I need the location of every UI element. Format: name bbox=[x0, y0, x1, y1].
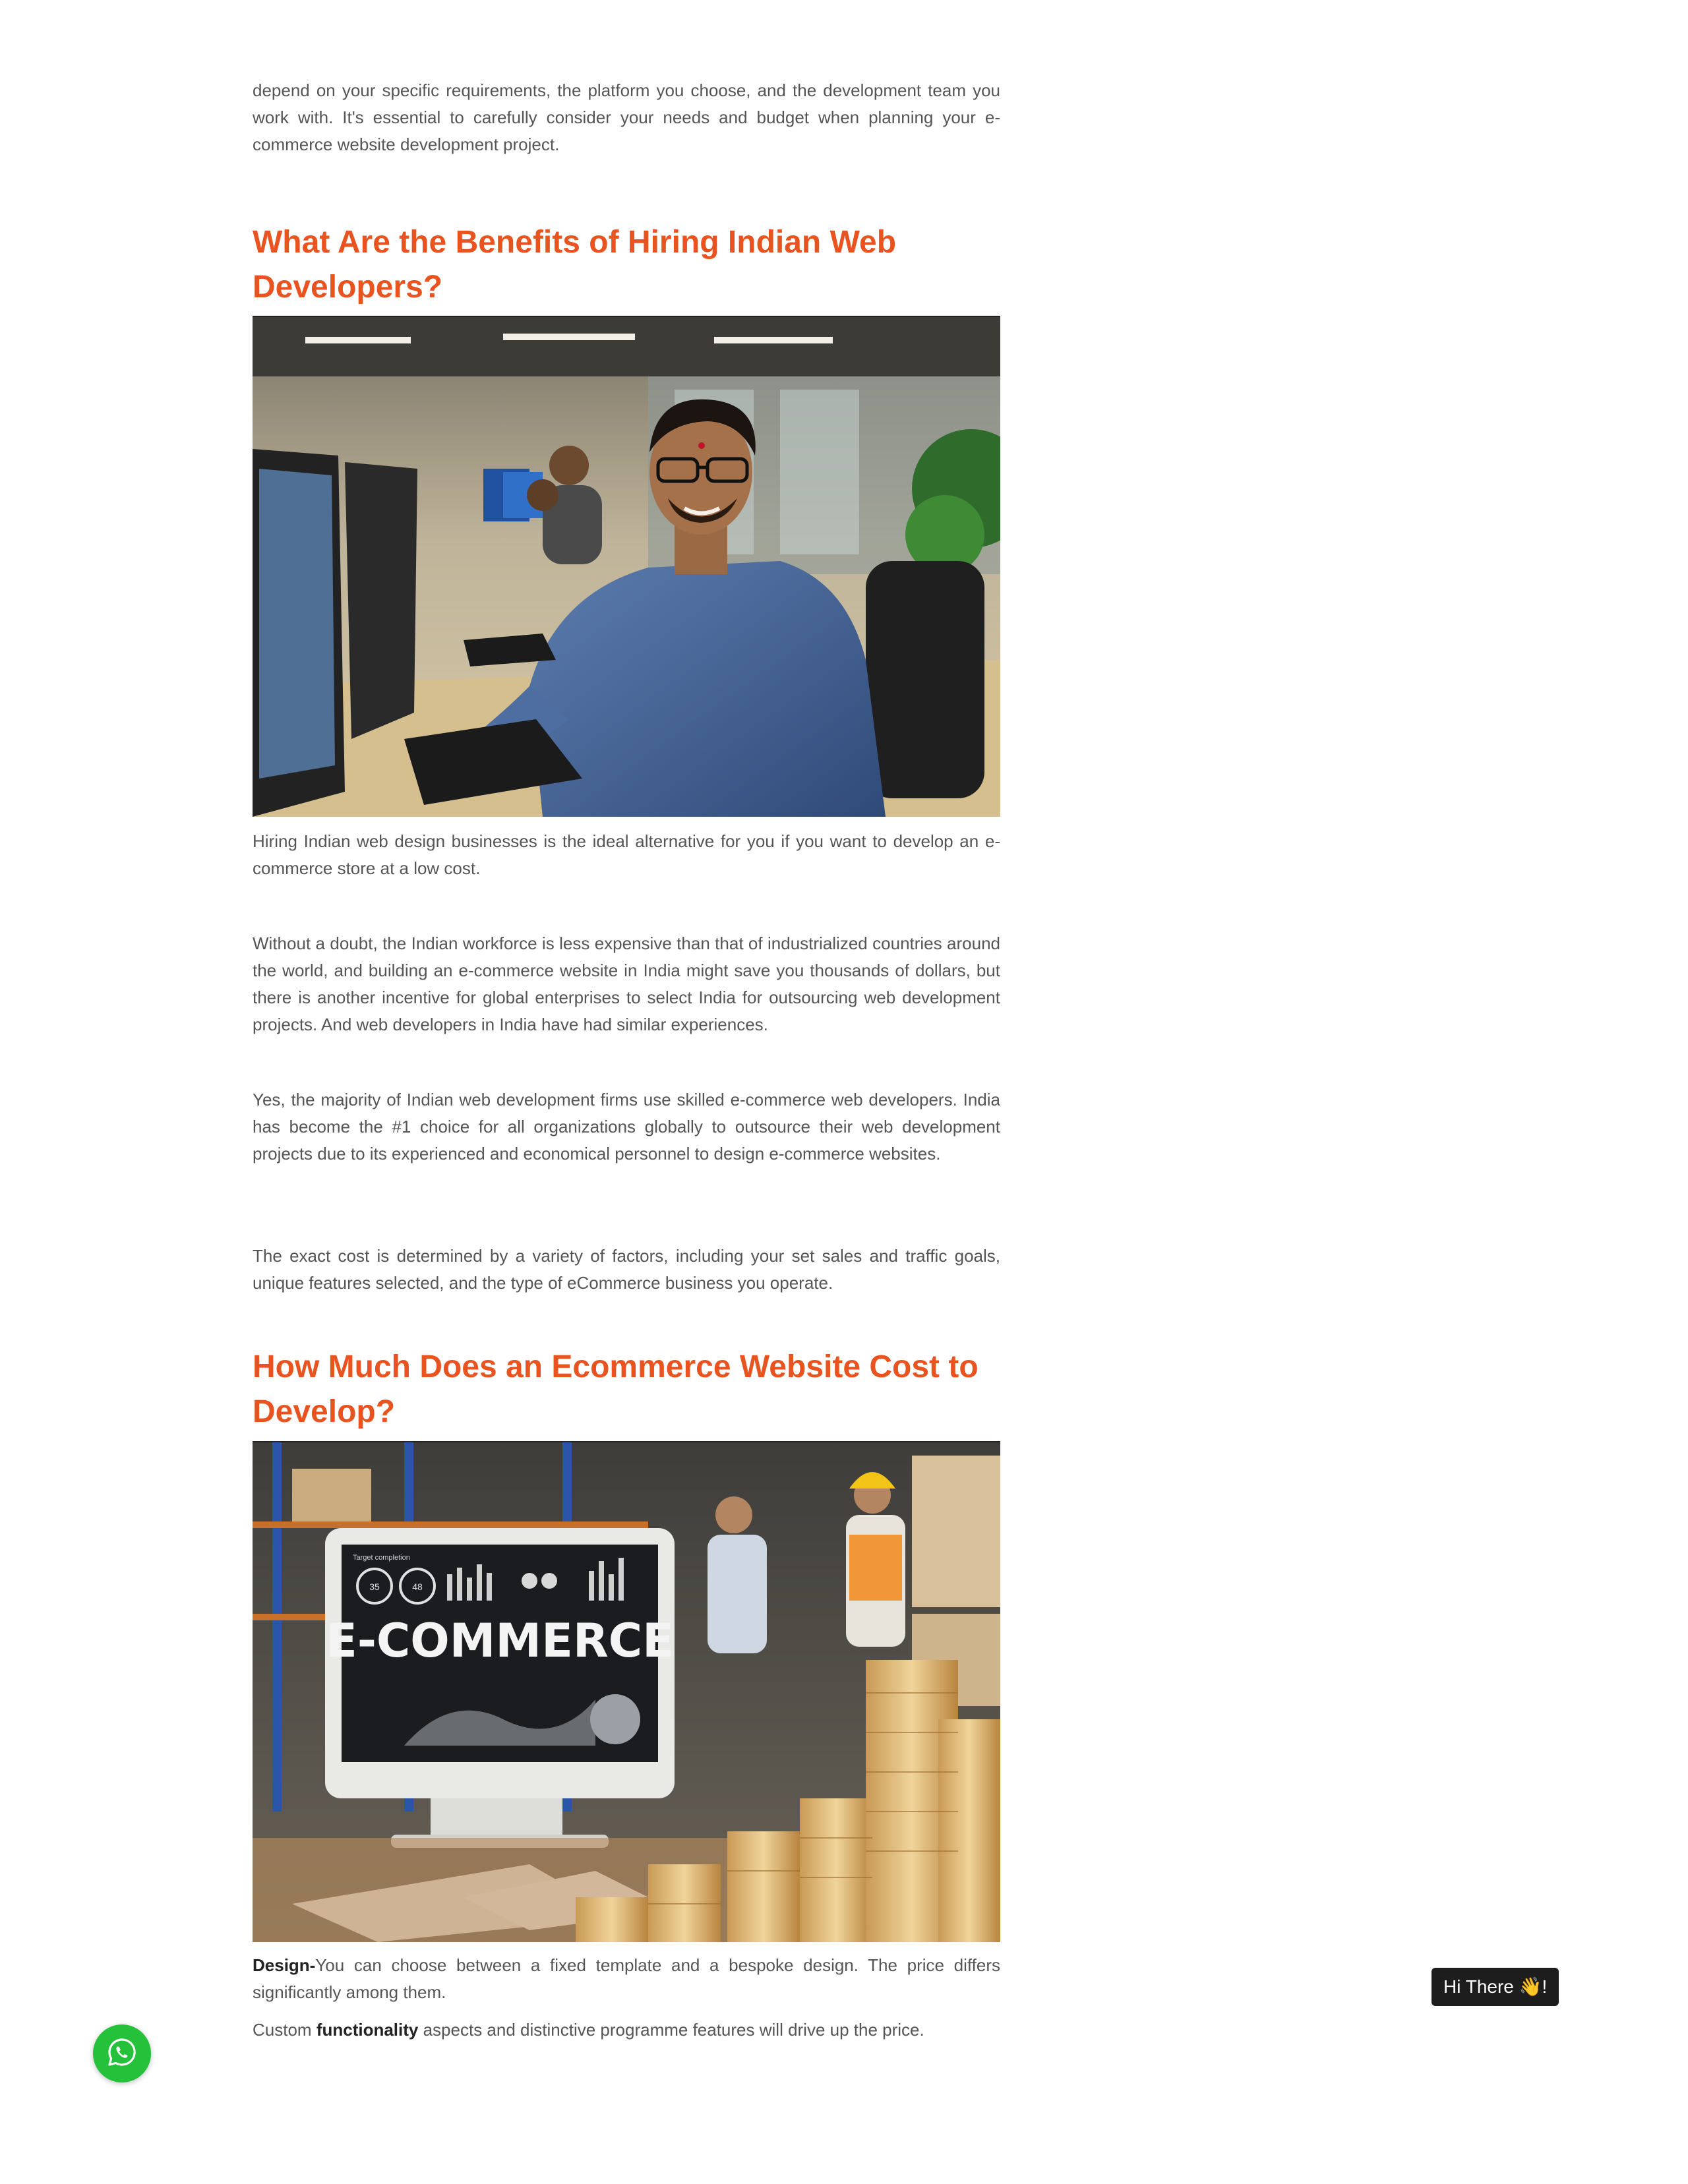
screen-target-label: Target completion bbox=[353, 1554, 410, 1562]
benefits-paragraph-3: Yes, the majority of Indian web development firms use skilled e-commerce web developers. India has become the #1 choice for all organizations globally to outsource their web development projects due to its experienced and economical personnel to design e-commerce websites. bbox=[253, 1090, 1000, 1164]
design-text: You can choose between a fixed template and a bespoke design. The price differs significantly among them. bbox=[253, 1955, 1000, 2002]
screen-gauge-2: 48 bbox=[412, 1581, 423, 1592]
screen-title: E-COMMERCE bbox=[326, 1614, 674, 1668]
whatsapp-icon bbox=[106, 2036, 138, 2071]
section-heading-benefits: What Are the Benefits of Hiring Indian Web Developers? bbox=[253, 225, 897, 305]
section-heading-cost: How Much Does an Ecommerce Website Cost to Develop? bbox=[253, 1349, 979, 1429]
screen-gauge-1: 35 bbox=[369, 1581, 380, 1592]
benefits-paragraph-2: Without a doubt, the Indian workforce is less expensive than that of industrialized countries around the world, and building an e-commerce website in India might save you thousands of dollars, but there is another incentive for global enterprises to select India for outsourcing web development projects. And web developers in India have had similar experiences. bbox=[253, 933, 1000, 1034]
whatsapp-button[interactable] bbox=[93, 2024, 151, 2082]
functionality-paragraph bbox=[253, 2017, 1000, 2044]
functionality-bold: functionality bbox=[316, 2020, 419, 2040]
intro-paragraph: depend on your specific requirements, the platform you choose, and the development team you work with. It's essential to carefully consider your needs and budget when planning your e-commerce website development project. bbox=[253, 80, 1000, 154]
benefits-paragraph-4: The exact cost is determined by a variety of factors, including your set sales and traffic goals, unique features selected, and the type of eCommerce business you operate. bbox=[253, 1246, 1000, 1293]
design-paragraph bbox=[253, 1952, 1000, 2006]
chat-greeting-bubble[interactable]: Hi There 👋! bbox=[1432, 1968, 1559, 2006]
design-label: Design- bbox=[253, 1955, 316, 1975]
ecommerce-cost-image bbox=[253, 1441, 1000, 1942]
functionality-prefix: Custom bbox=[253, 2020, 316, 2040]
developer-office-image bbox=[253, 316, 1000, 817]
benefits-paragraph-1: Hiring Indian web design businesses is the ideal alternative for you if you want to develop an e-commerce store at a low cost. bbox=[253, 831, 1000, 878]
functionality-suffix: aspects and distinctive programme features will drive up the price. bbox=[418, 2020, 924, 2040]
